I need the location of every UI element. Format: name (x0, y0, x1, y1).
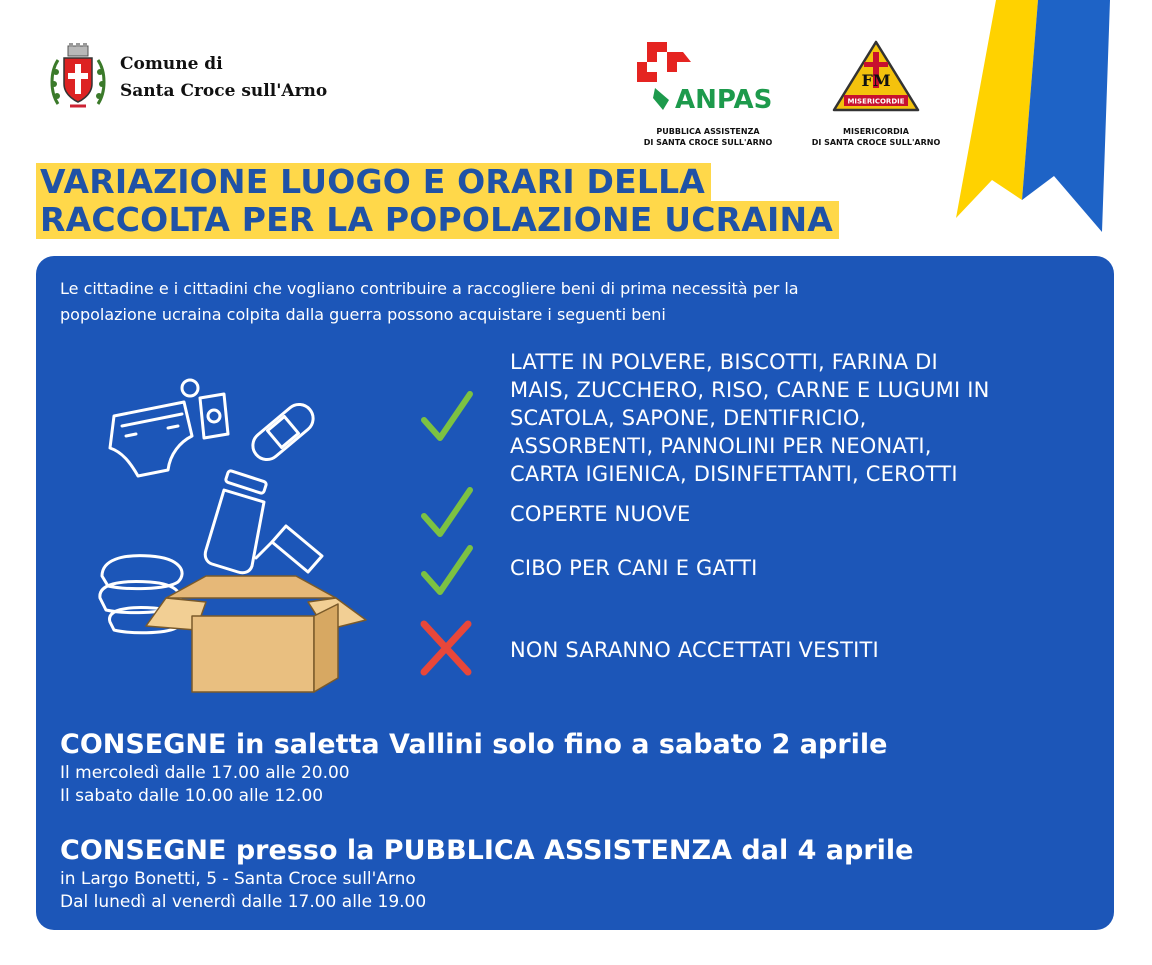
goods-clothes-text: NON SARANNO ACCETTATI VESTITI (510, 638, 879, 662)
goods-food-line2: MAIS, ZUCCHERO, RISO, CARNE E LUGUMI IN (510, 378, 990, 402)
goods-item-clothes (416, 636, 1110, 678)
goods-food-line3: SCATOLA, SAPONE, DENTIFRICIO, (510, 406, 867, 430)
title-line1: VARIAZIONE LUOGO E ORARI DELLA (36, 163, 711, 201)
delivery-pa-heading: CONSEGNE presso la PUBBLICA ASSISTENZA dal 4 aprile (60, 835, 914, 866)
cross-icon (416, 618, 476, 678)
anpas-logo-text: ANPAS (675, 85, 773, 115)
check-icon (416, 388, 476, 448)
misericordia-logo-block (796, 38, 956, 148)
misericordia-monogram: FM (861, 71, 891, 90)
info-panel (36, 256, 1114, 930)
delivery-vallini-line2: Il sabato dalle 10.00 alle 12.00 (60, 786, 324, 806)
comune-crest-icon (48, 42, 108, 114)
delivery-vallini-heading: CONSEGNE in saletta Vallini solo fino a sabato 2 aprile (60, 729, 888, 760)
anpas-caption-line2: DI SANTA CROCE SULL'ARNO (643, 138, 773, 147)
check-icon (416, 484, 476, 544)
goods-blankets-text: COPERTE NUOVE (510, 502, 691, 526)
misericordia-caption-line1: MISERICORDIA (843, 127, 909, 136)
page-title (36, 163, 839, 239)
intro-text (60, 276, 1090, 328)
diaper-icon (110, 402, 192, 476)
anpas-logo-block (624, 38, 792, 148)
intro-line1: Le cittadine e i cittadini che vogliano contribuire a raccogliere beni di prima necessità per la (60, 279, 799, 298)
comune-name-line1: Comune di (120, 54, 223, 74)
goods-item-petfood (416, 554, 1110, 602)
intro-line2: popolazione ucraina colpita dalla guerra possono acquistare i seguenti beni (60, 305, 666, 324)
goods-item-food (416, 348, 1110, 488)
misericordia-logo-text: MISERICORDIE (847, 97, 905, 106)
check-icon (416, 542, 476, 602)
cardboard-box-icon (146, 576, 366, 692)
bandage-icon (247, 399, 319, 465)
anpas-logo-icon (633, 38, 783, 118)
goods-food-line5: CARTA IGIENICA, DISINFETTANTI, CEROTTI (510, 462, 958, 486)
goods-food-line4: ASSORBENTI, PANNOLINI PER NEONATI, (510, 434, 932, 458)
goods-item-blankets (416, 500, 1110, 544)
ukraine-ribbon-icon (950, 0, 1110, 240)
title-line2: RACCOLTA PER LA POPOLAZIONE UCRAINA (36, 201, 839, 239)
comune-logo-block (48, 42, 327, 114)
delivery-pubblica-assistenza (60, 834, 913, 914)
goods-food-line1: LATTE IN POLVERE, BISCOTTI, FARINA DI (510, 350, 938, 374)
delivery-pa-line2: Dal lunedì al venerdì dalle 17.00 alle 19.00 (60, 892, 427, 912)
donation-box-illustration (96, 376, 386, 696)
anpas-caption-line1: PUBBLICA ASSISTENZA (656, 127, 760, 136)
delivery-vallini-line1: Il mercoledì dalle 17.00 alle 20.00 (60, 763, 350, 783)
comune-name-line2: Santa Croce sull'Arno (120, 81, 328, 101)
delivery-vallini (60, 728, 888, 808)
delivery-pa-line1: in Largo Bonetti, 5 - Santa Croce sull'Arno (60, 869, 416, 889)
goods-petfood-text: CIBO PER CANI E GATTI (510, 556, 758, 580)
misericordia-caption-line2: DI SANTA CROCE SULL'ARNO (811, 138, 941, 147)
tube-icon (256, 526, 322, 572)
misericordia-logo-icon (826, 38, 926, 118)
